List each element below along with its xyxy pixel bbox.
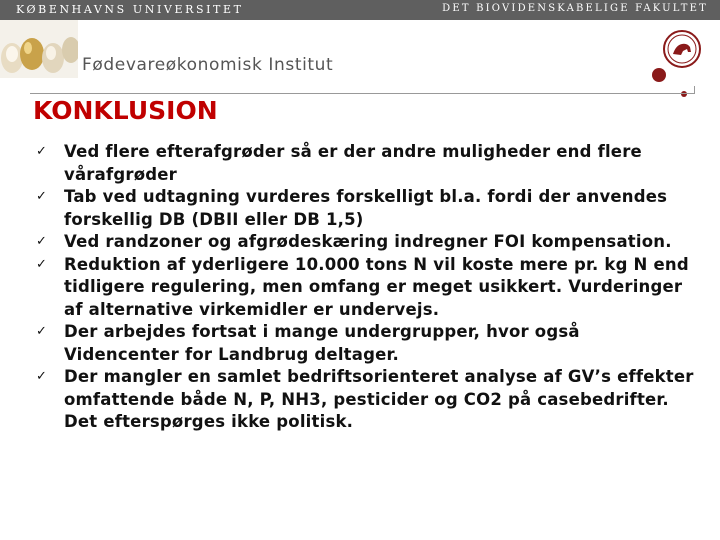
- check-icon: ✓: [36, 256, 48, 272]
- check-icon: ✓: [36, 324, 48, 339]
- bullet-list: [36, 141, 700, 434]
- university-name: KØBENHAVNS UNIVERSITET: [16, 3, 244, 16]
- bullet-item: [36, 141, 700, 186]
- divider-tick: [694, 86, 695, 94]
- decorative-dot-small: [681, 91, 687, 97]
- check-icon: ✓: [36, 189, 48, 204]
- bullet-text: Reduktion af yderligere 10.000 tons N vil koste mere pr. kg N end tidligere regulering, men omfang er meget usikkert. Vurderinger af alternative virkemidler er undervejs.: [64, 254, 689, 319]
- bullet-text: Der mangler en samlet bedriftsorienteret analyse af GV’s effekter omfattende både N, P, NH3, pesticider og CO2 på casebedrifter. Det efterspørges ikke politisk.: [64, 367, 694, 431]
- bullet-text: Tab ved udtagning vurderes forskelligt bl.a. fordi der anvendes forskellig DB (DBII eller DB 1,5): [64, 187, 668, 229]
- bullet-item: [36, 366, 700, 434]
- slide-title: KONKLUSION: [33, 96, 218, 125]
- bullet-item: [36, 186, 700, 231]
- bullet-text: Der arbejdes fortsat i mange undergrupper, hvor også Videncenter for Landbrug deltager.: [64, 322, 580, 364]
- bullet-text: Ved flere efterafgrøder så er der andre muligheder end flere vårafgrøder: [64, 142, 642, 184]
- university-seal: [663, 30, 701, 68]
- check-icon: ✓: [36, 234, 48, 249]
- check-icon: ✓: [36, 144, 48, 159]
- bullet-item: [36, 254, 700, 322]
- bullet-item: [36, 231, 700, 254]
- eggs-image: [0, 20, 78, 78]
- bullet-text: Ved randzoner og afgrødeskæring indregner FOI kompensation.: [64, 232, 672, 251]
- bullet-item: [36, 321, 700, 366]
- institute-name: Fødevareøkonomisk Institut: [82, 55, 334, 75]
- header-divider: [30, 93, 694, 94]
- check-icon: ✓: [36, 369, 48, 384]
- top-banner: [0, 0, 720, 20]
- decorative-dot-large: [652, 68, 666, 82]
- faculty-name: DET BIOVIDENSKABELIGE FAKULTET: [442, 3, 708, 14]
